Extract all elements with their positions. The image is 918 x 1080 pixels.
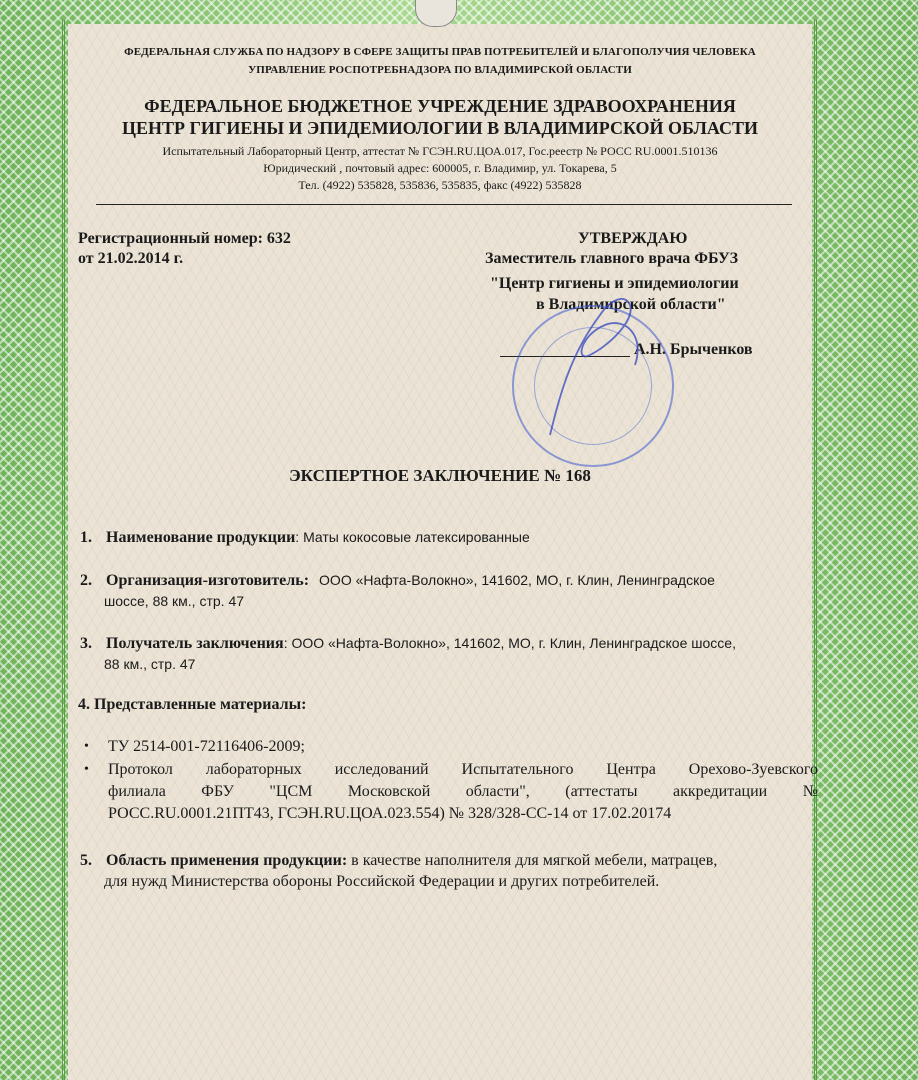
bullet-icon: • [84,739,89,754]
registration-date: от 21.02.2014 г. [78,250,184,267]
item-4-bullet-1: ТУ 2514-001-72116406-2009; [108,738,305,755]
approval-title: УТВЕРЖДАЮ [578,230,688,247]
approval-position: Заместитель главного врача ФБУЗ [485,250,739,267]
item-2 [80,572,825,590]
bullet-icon: • [84,762,89,777]
item-5-value-line-2: для нужд Министерства обороны Российской Федерации и других потребителей. [104,873,660,890]
approval-org-line-2: в Владимирской области" [536,296,726,313]
item-1-label: Наименование продукции [106,529,296,546]
item-2-value-line-1: ООО «Нафта-Волокно», 141602, МО, г. Клин, Ленинградское [319,572,715,588]
org-line-2: ЦЕНТР ГИГИЕНЫ И ЭПИДЕМИОЛОГИИ В ВЛАДИМИРСКОЙ ОБЛАСТИ [121,118,759,138]
handwritten-signature [530,275,660,445]
item-3-number: 3. [80,635,92,652]
approval-org-line-1: "Центр гигиены и эпидемиологии [490,275,739,292]
item-4-bullet-2-line-2: филиала ФБУ "ЦСМ Московской области", (аттестаты аккредитации № [108,783,818,800]
item-5 [80,852,825,870]
item-2-number: 2. [80,572,92,589]
org-line-1: ФЕДЕРАЛЬНОЕ БЮДЖЕТНОЕ УЧРЕЖДЕНИЕ ЗДРАВООХРАНЕНИЯ [144,96,736,116]
item-3-label: Получатель заключения [106,635,284,652]
registration-number: Регистрационный номер: 632 [78,230,291,247]
item-1 [80,529,820,547]
item-4-heading: 4. Представленные материалы: [78,696,307,713]
item-1-value: : Маты кокосовые латексированные [295,529,530,545]
agency-line-2: УПРАВЛЕНИЕ РОСПОТРЕБНАДЗОРА ПО ВЛАДИМИРСКОЙ ОБЛАСТИ [248,64,632,76]
item-3-value-line-1: : ООО «Нафта-Волокно», 141602, МО, г. Клин, Ленинградское шоссе, [283,635,736,651]
agency-line-1: ФЕДЕРАЛЬНАЯ СЛУЖБА ПО НАДЗОРУ В СФЕРЕ ЗАЩИТЫ ПРАВ ПОТРЕБИТЕЛЕЙ И БЛАГОПОЛУЧИЯ ЧЕЛОВЕКА [124,46,756,58]
info-line-3: Тел. (4922) 535828, 535836, 535835, факс (4922) 535828 [298,178,582,192]
info-line-1: Испытательный Лабораторный Центр, аттестат № ГСЭН.RU.ЦОА.017, Гос.реестр № РОСС RU.0001.510136 [162,144,718,158]
document-title: ЭКСПЕРТНОЕ ЗАКЛЮЧЕНИЕ № 168 [289,466,591,485]
item-5-value-line-1: в качестве наполнителя для мягкой мебели, матрацев, [347,852,718,869]
approval-signatory: А.Н. Брыченков [634,341,753,358]
item-5-label: Область применения продукции: [106,852,348,869]
header-divider [96,204,792,205]
item-2-value-line-2: шоссе, 88 км., стр. 47 [104,593,245,609]
item-2-label: Организация-изготовитель: [106,572,310,589]
item-4-bullet-2-line-1: Протокол лабораторных исследований Испытательного Центра Орехово-Зуевского [108,761,818,778]
item-1-number: 1. [80,529,92,546]
item-3-value-line-2: 88 км., стр. 47 [104,656,196,672]
item-4-bullet-2-line-3: РОСС.RU.0001.21ПТ43, ГСЭН.RU.ЦОА.023.554) № 328/328-СС-14 от 17.02.20174 [108,805,672,822]
item-3 [80,635,825,653]
item-5-number: 5. [80,852,92,869]
info-line-2: Юридический , почтовый адрес: 600005, г. Владимир, ул. Токарева, 5 [263,161,617,175]
